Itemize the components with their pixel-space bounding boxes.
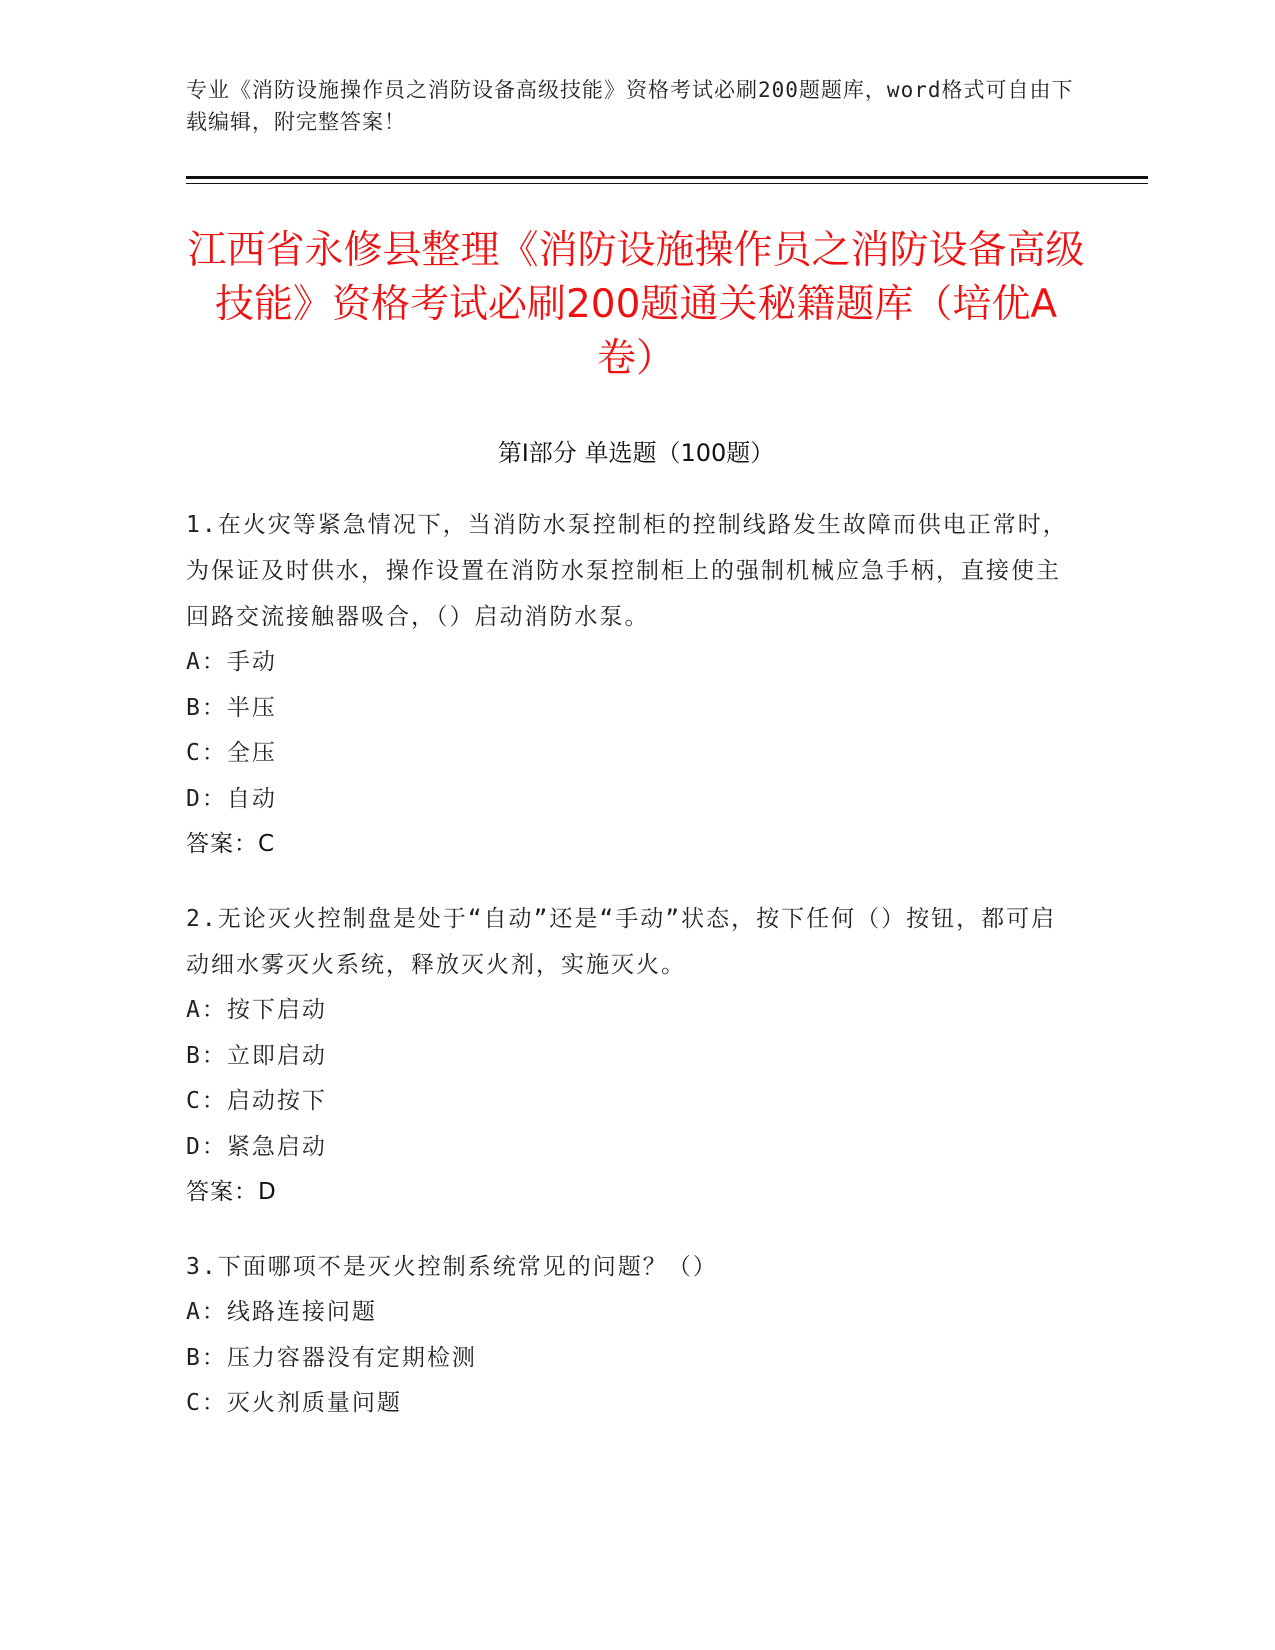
question-stem: 1.在火灾等紧急情况下，当消防水泵控制柜的控制线路发生故障而供电正常时，为保证及时供水，操作设置在消防水泵控制柜上的强制机械应急手柄，直接使主回路交流接触器吸合，（）启动消防水泵。 [186,512,1068,630]
option-a: A：手动 [186,649,277,675]
header-divider-thin [186,183,1148,184]
option-d: D：自动 [186,785,277,812]
option-c: C：全压 [186,740,277,766]
answer: 答案：D [186,1179,277,1205]
answer: 答案：C [186,831,276,857]
option-a: A：按下启动 [186,997,327,1023]
question-3 [186,1244,1076,1427]
header-note: 专业《消防设施操作员之消防设备高级技能》资格考试必刷200题题库，word格式可自由下载编辑，附完整答案！ [186,78,1074,134]
option-a: A：线路连接问题 [186,1299,377,1325]
option-b: B：立即启动 [186,1042,327,1069]
question-stem: 2.无论灭火控制盘是处于“自动”还是“手动”状态，按下任何（）按钮，都可启动细水雾灭火系统，释放灭火剂，实施灭火。 [186,906,1057,978]
question-2 [186,896,1076,1216]
section-heading: 第Ⅰ部分 单选题（100题） [497,439,775,467]
option-d: D：紧急启动 [186,1133,327,1160]
question-1 [186,502,1076,868]
header-divider-thick [186,176,1148,179]
option-c: C：启动按下 [186,1088,327,1114]
document-title: 江西省永修县整理《消防设施操作员之消防设备高级技能》资格考试必刷200题通关秘籍题库（培优A卷） [187,228,1085,381]
question-stem: 3.下面哪项不是灭火控制系统常见的问题？（） [186,1254,718,1280]
option-b: B：半压 [186,694,277,721]
option-b: B：压力容器没有定期检测 [186,1344,477,1371]
option-c: C：灭火剂质量问题 [186,1390,402,1416]
